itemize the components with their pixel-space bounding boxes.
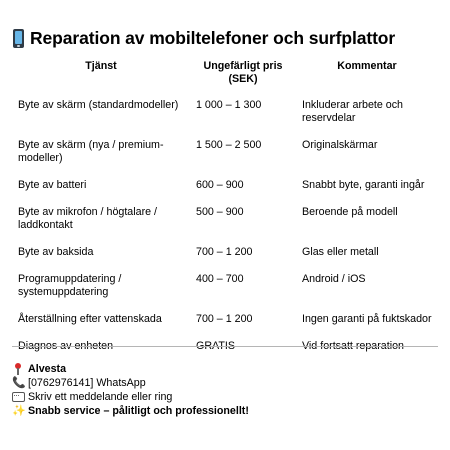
contact-phone — [12, 376, 442, 390]
contact-location — [12, 362, 442, 376]
location-text: Alvesta — [28, 363, 67, 375]
service-cell: Programuppdatering / systemuppdatering — [18, 273, 122, 298]
service-cell: Byte av batteri — [18, 179, 87, 191]
service-cell: Byte av mikrofon / högtalare / laddkontakt — [18, 206, 158, 231]
page-title — [13, 28, 443, 49]
comment-cell: Android / iOS — [302, 273, 366, 285]
comment-cell: Glas eller metall — [302, 246, 379, 258]
price-cell: 500 – 900 — [196, 206, 244, 218]
comment-cell: Vid fortsatt reparation — [302, 340, 404, 352]
table-row — [12, 95, 438, 135]
price-cell: 700 – 1 200 — [196, 313, 253, 325]
column-header-price: Ungefärligt pris (SEK) — [203, 60, 283, 85]
mobile-phone-icon — [13, 29, 24, 48]
table-row — [12, 309, 438, 336]
price-cell: 600 – 900 — [196, 179, 244, 191]
table-row — [12, 336, 438, 363]
comment-cell: Inkluderar arbete och reservdelar — [302, 99, 403, 124]
table-row — [12, 269, 438, 309]
comment-cell: Beroende på modell — [302, 206, 398, 218]
section-divider — [12, 346, 438, 347]
price-cell: 400 – 700 — [196, 273, 244, 285]
table-row — [12, 202, 438, 242]
service-cell: Återställning efter vattenskada — [18, 313, 162, 325]
table-header-row — [12, 58, 438, 95]
contact-section — [12, 362, 442, 418]
contact-message — [12, 390, 442, 404]
price-cell: 700 – 1 200 — [196, 246, 253, 258]
comment-cell: Ingen garanti på fuktskador — [302, 313, 432, 325]
service-cell: Byte av skärm (nya / premium-modeller) — [18, 139, 164, 164]
slogan-text: Snabb service – pålitligt och professionellt! — [28, 405, 249, 417]
message-text: Skriv ett meddelande eller ring — [28, 391, 173, 403]
service-cell: Byte av baksida — [18, 246, 94, 258]
speech-bubble-icon — [12, 391, 24, 403]
pin-icon — [12, 363, 24, 375]
table-row — [12, 242, 438, 269]
page-title-text: Reparation av mobiltelefoner och surfplattor — [30, 28, 396, 48]
contact-slogan — [12, 404, 442, 418]
service-cell: Byte av skärm (standardmodeller) — [18, 99, 179, 111]
telephone-icon: 📞 — [12, 377, 26, 389]
price-cell: GRATIS — [196, 340, 235, 352]
price-cell: 1 500 – 2 500 — [196, 139, 262, 151]
table-row — [12, 135, 438, 175]
sparkles-icon: ✨ — [12, 405, 26, 417]
comment-cell: Snabbt byte, garanti ingår — [302, 179, 425, 191]
column-header-comment: Kommentar — [337, 60, 397, 72]
price-table — [12, 58, 438, 363]
table-row — [12, 175, 438, 202]
comment-cell: Originalskärmar — [302, 139, 378, 151]
column-header-service: Tjänst — [85, 60, 117, 72]
price-cell: 1 000 – 1 300 — [196, 99, 262, 111]
phone-text[interactable]: [0762976141] WhatsApp — [28, 377, 146, 389]
service-cell: Diagnos av enheten — [18, 340, 114, 352]
